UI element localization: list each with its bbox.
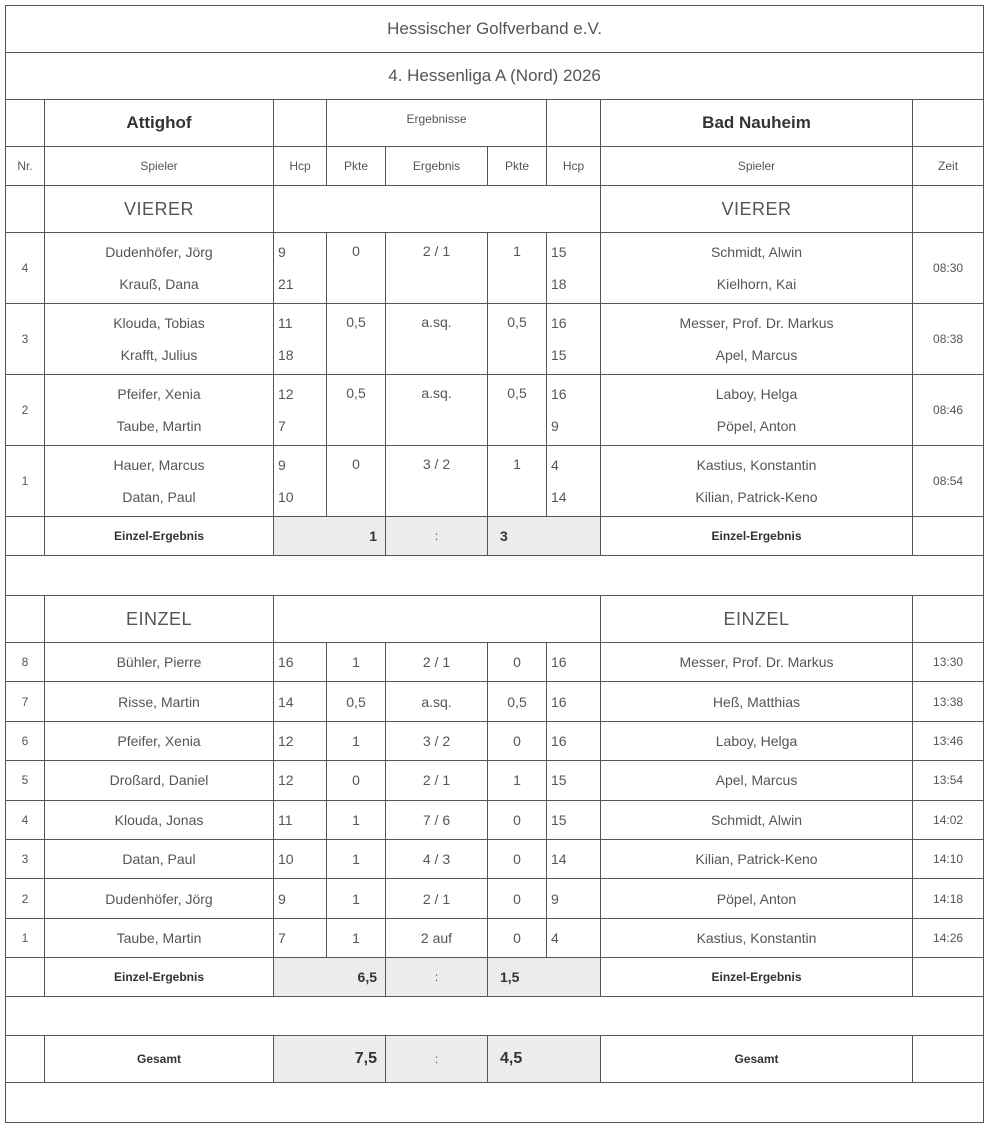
league-title: 4. Hessenliga A (Nord) 2026 bbox=[6, 53, 984, 100]
home-players bbox=[45, 446, 274, 517]
vierer-label-home: VIERER bbox=[45, 186, 274, 233]
summary-home-score: 7,5 bbox=[274, 1036, 386, 1083]
tee-time: 14:02 bbox=[913, 800, 984, 839]
home-hcp: 9 bbox=[274, 879, 327, 918]
row-nr: 6 bbox=[6, 721, 45, 760]
tee-time: 13:46 bbox=[913, 721, 984, 760]
home-hcp: 12 7 bbox=[274, 375, 327, 446]
away-points: 0,5 bbox=[488, 682, 547, 721]
match-result: 4 / 3 bbox=[386, 839, 488, 878]
col-zeit: Zeit bbox=[913, 147, 984, 186]
match-result: 2 / 1 bbox=[386, 233, 488, 304]
home-player: Hauer, Marcus bbox=[113, 457, 205, 473]
summary-label-home: Gesamt bbox=[45, 1036, 274, 1083]
row-nr: 1 bbox=[6, 446, 45, 517]
match-result: 2 / 1 bbox=[386, 761, 488, 800]
away-points: 1 bbox=[488, 761, 547, 800]
home-player: Klouda, Jonas bbox=[45, 800, 274, 839]
away-players bbox=[601, 233, 913, 304]
away-hcp: 15 bbox=[547, 800, 601, 839]
row-nr: 3 bbox=[6, 839, 45, 878]
away-hcp: 15 bbox=[547, 761, 601, 800]
einzel-row bbox=[6, 682, 984, 721]
einzel-row bbox=[6, 643, 984, 682]
summary-separator: : bbox=[386, 517, 488, 556]
vierer-row bbox=[6, 304, 984, 375]
vierer-label-away: VIERER bbox=[601, 186, 913, 233]
summary-row bbox=[6, 517, 984, 556]
home-hcp: 10 bbox=[274, 839, 327, 878]
vierer-row bbox=[6, 375, 984, 446]
home-player: Dudenhöfer, Jörg bbox=[105, 244, 213, 260]
home-hcp: 9 21 bbox=[274, 233, 327, 304]
row-nr: 7 bbox=[6, 682, 45, 721]
home-player: Dudenhöfer, Jörg bbox=[45, 879, 274, 918]
home-points: 1 bbox=[327, 643, 386, 682]
home-points: 1 bbox=[327, 800, 386, 839]
home-hcp: 11 18 bbox=[274, 304, 327, 375]
tee-time: 14:26 bbox=[913, 918, 984, 957]
away-players bbox=[601, 375, 913, 446]
match-result: 2 auf bbox=[386, 918, 488, 957]
home-points: 0,5 bbox=[327, 304, 386, 375]
away-points: 1 bbox=[488, 446, 547, 517]
away-player: Messer, Prof. Dr. Markus bbox=[601, 643, 913, 682]
einzel-row bbox=[6, 839, 984, 878]
row-nr: 1 bbox=[6, 918, 45, 957]
away-hcp: 15 18 bbox=[547, 233, 601, 304]
away-points: 0 bbox=[488, 918, 547, 957]
home-player: Taube, Martin bbox=[45, 918, 274, 957]
tee-time: 13:54 bbox=[913, 761, 984, 800]
away-player: Pöpel, Anton bbox=[716, 418, 797, 434]
col-spieler: Spieler bbox=[45, 147, 274, 186]
einzel-label-away: EINZEL bbox=[601, 596, 913, 643]
home-points: 0 bbox=[327, 446, 386, 517]
tee-time: 13:38 bbox=[913, 682, 984, 721]
away-player: Kastius, Konstantin bbox=[601, 918, 913, 957]
home-points: 1 bbox=[327, 839, 386, 878]
away-player: Schmidt, Alwin bbox=[601, 800, 913, 839]
away-player: Apel, Marcus bbox=[601, 761, 913, 800]
vierer-row bbox=[6, 233, 984, 304]
home-points: 1 bbox=[327, 879, 386, 918]
match-result: 7 / 6 bbox=[386, 800, 488, 839]
row-nr: 2 bbox=[6, 375, 45, 446]
home-player: Krafft, Julius bbox=[120, 347, 198, 363]
away-player: Laboy, Helga bbox=[601, 721, 913, 760]
spacer-row bbox=[6, 556, 984, 596]
col-pkte-away: Pkte bbox=[488, 147, 547, 186]
home-points: 0 bbox=[327, 761, 386, 800]
away-hcp: 16 bbox=[547, 682, 601, 721]
home-team-name: Attighof bbox=[45, 100, 274, 147]
col-hcp-away: Hcp bbox=[547, 147, 601, 186]
away-players bbox=[601, 304, 913, 375]
row-nr: 4 bbox=[6, 800, 45, 839]
away-player: Kastius, Konstantin bbox=[696, 457, 817, 473]
away-player: Kilian, Patrick-Keno bbox=[695, 489, 818, 505]
away-player: Kilian, Patrick-Keno bbox=[601, 839, 913, 878]
row-nr: 4 bbox=[6, 233, 45, 304]
summary-label-away: Gesamt bbox=[601, 1036, 913, 1083]
home-players bbox=[45, 304, 274, 375]
row-nr: 5 bbox=[6, 761, 45, 800]
home-player: Krauß, Dana bbox=[119, 276, 199, 292]
einzel-row bbox=[6, 800, 984, 839]
away-points: 0 bbox=[488, 800, 547, 839]
match-result: a.sq. bbox=[386, 375, 488, 446]
home-points: 0,5 bbox=[327, 375, 386, 446]
away-player: Laboy, Helga bbox=[715, 386, 798, 402]
away-points: 0,5 bbox=[488, 375, 547, 446]
einzel-row bbox=[6, 918, 984, 957]
away-hcp: 16 bbox=[547, 643, 601, 682]
away-points: 0,5 bbox=[488, 304, 547, 375]
away-points: 0 bbox=[488, 839, 547, 878]
summary-away-score: 4,5 bbox=[488, 1036, 601, 1083]
summary-away-score: 1,5 bbox=[488, 958, 601, 997]
tee-time: 14:18 bbox=[913, 879, 984, 918]
summary-label-away: Einzel-Ergebnis bbox=[601, 517, 913, 556]
col-nr: Nr. bbox=[6, 147, 45, 186]
match-table bbox=[5, 5, 984, 1123]
tee-time: 08:46 bbox=[913, 375, 984, 446]
away-hcp: 9 bbox=[547, 879, 601, 918]
away-player: Apel, Marcus bbox=[715, 347, 798, 363]
home-hcp: 12 bbox=[274, 721, 327, 760]
row-nr: 2 bbox=[6, 879, 45, 918]
away-player: Pöpel, Anton bbox=[601, 879, 913, 918]
tee-time: 08:30 bbox=[913, 233, 984, 304]
summary-label-away: Einzel-Ergebnis bbox=[601, 958, 913, 997]
away-players bbox=[601, 446, 913, 517]
home-player: Bühler, Pierre bbox=[45, 643, 274, 682]
home-hcp: 7 bbox=[274, 918, 327, 957]
vierer-row bbox=[6, 446, 984, 517]
spacer-row bbox=[6, 997, 984, 1036]
home-points: 0,5 bbox=[327, 682, 386, 721]
einzel-label-home: EINZEL bbox=[45, 596, 274, 643]
away-points: 0 bbox=[488, 721, 547, 760]
col-spieler-away: Spieler bbox=[601, 147, 913, 186]
col-pkte: Pkte bbox=[327, 147, 386, 186]
col-ergebnis: Ergebnis bbox=[386, 147, 488, 186]
home-player: Datan, Paul bbox=[45, 839, 274, 878]
home-hcp: 12 bbox=[274, 761, 327, 800]
home-hcp: 16 bbox=[274, 643, 327, 682]
home-points: 0 bbox=[327, 233, 386, 304]
tee-time: 08:54 bbox=[913, 446, 984, 517]
home-players bbox=[45, 233, 274, 304]
summary-away-score: 3 bbox=[488, 517, 601, 556]
home-player: Klouda, Tobias bbox=[113, 315, 205, 331]
away-player: Kielhorn, Kai bbox=[716, 276, 797, 292]
einzel-row bbox=[6, 721, 984, 760]
away-points: 1 bbox=[488, 233, 547, 304]
away-points: 0 bbox=[488, 643, 547, 682]
away-points: 0 bbox=[488, 879, 547, 918]
match-result: a.sq. bbox=[386, 304, 488, 375]
org-title: Hessischer Golfverband e.V. bbox=[6, 6, 984, 53]
summary-row bbox=[6, 958, 984, 997]
row-nr: 8 bbox=[6, 643, 45, 682]
summary-label-home: Einzel-Ergebnis bbox=[45, 517, 274, 556]
column-headers bbox=[6, 147, 984, 186]
away-hcp: 16 9 bbox=[547, 375, 601, 446]
away-hcp: 16 15 bbox=[547, 304, 601, 375]
summary-separator: : bbox=[386, 958, 488, 997]
tee-time: 13:30 bbox=[913, 643, 984, 682]
summary-label-home: Einzel-Ergebnis bbox=[45, 958, 274, 997]
away-player: Heß, Matthias bbox=[601, 682, 913, 721]
away-hcp: 16 bbox=[547, 721, 601, 760]
home-player: Datan, Paul bbox=[122, 489, 196, 505]
einzel-row bbox=[6, 761, 984, 800]
summary-row bbox=[6, 1036, 984, 1083]
away-hcp: 4 bbox=[547, 918, 601, 957]
home-points: 1 bbox=[327, 721, 386, 760]
col-hcp: Hcp bbox=[274, 147, 327, 186]
home-player: Risse, Martin bbox=[45, 682, 274, 721]
away-player: Schmidt, Alwin bbox=[710, 244, 803, 260]
summary-home-score: 6,5 bbox=[274, 958, 386, 997]
home-hcp: 11 bbox=[274, 800, 327, 839]
match-result: 3 / 2 bbox=[386, 446, 488, 517]
home-hcp: 14 bbox=[274, 682, 327, 721]
einzel-row bbox=[6, 879, 984, 918]
tee-time: 14:10 bbox=[913, 839, 984, 878]
row-nr: 3 bbox=[6, 304, 45, 375]
home-players bbox=[45, 375, 274, 446]
results-label: Ergebnisse bbox=[327, 100, 547, 147]
home-points: 1 bbox=[327, 918, 386, 957]
spacer-row bbox=[6, 1083, 984, 1123]
home-player: Taube, Martin bbox=[116, 418, 202, 434]
away-hcp: 4 14 bbox=[547, 446, 601, 517]
away-team-name: Bad Nauheim bbox=[601, 100, 913, 147]
home-player: Droßard, Daniel bbox=[45, 761, 274, 800]
match-result: 2 / 1 bbox=[386, 643, 488, 682]
match-result: 2 / 1 bbox=[386, 879, 488, 918]
summary-home-score: 1 bbox=[274, 517, 386, 556]
summary-separator: : bbox=[386, 1036, 488, 1083]
match-result: 3 / 2 bbox=[386, 721, 488, 760]
tee-time: 08:38 bbox=[913, 304, 984, 375]
match-result: a.sq. bbox=[386, 682, 488, 721]
home-player: Pfeifer, Xenia bbox=[117, 386, 201, 402]
away-hcp: 14 bbox=[547, 839, 601, 878]
home-hcp: 9 10 bbox=[274, 446, 327, 517]
home-player: Pfeifer, Xenia bbox=[45, 721, 274, 760]
away-player: Messer, Prof. Dr. Markus bbox=[679, 315, 834, 331]
